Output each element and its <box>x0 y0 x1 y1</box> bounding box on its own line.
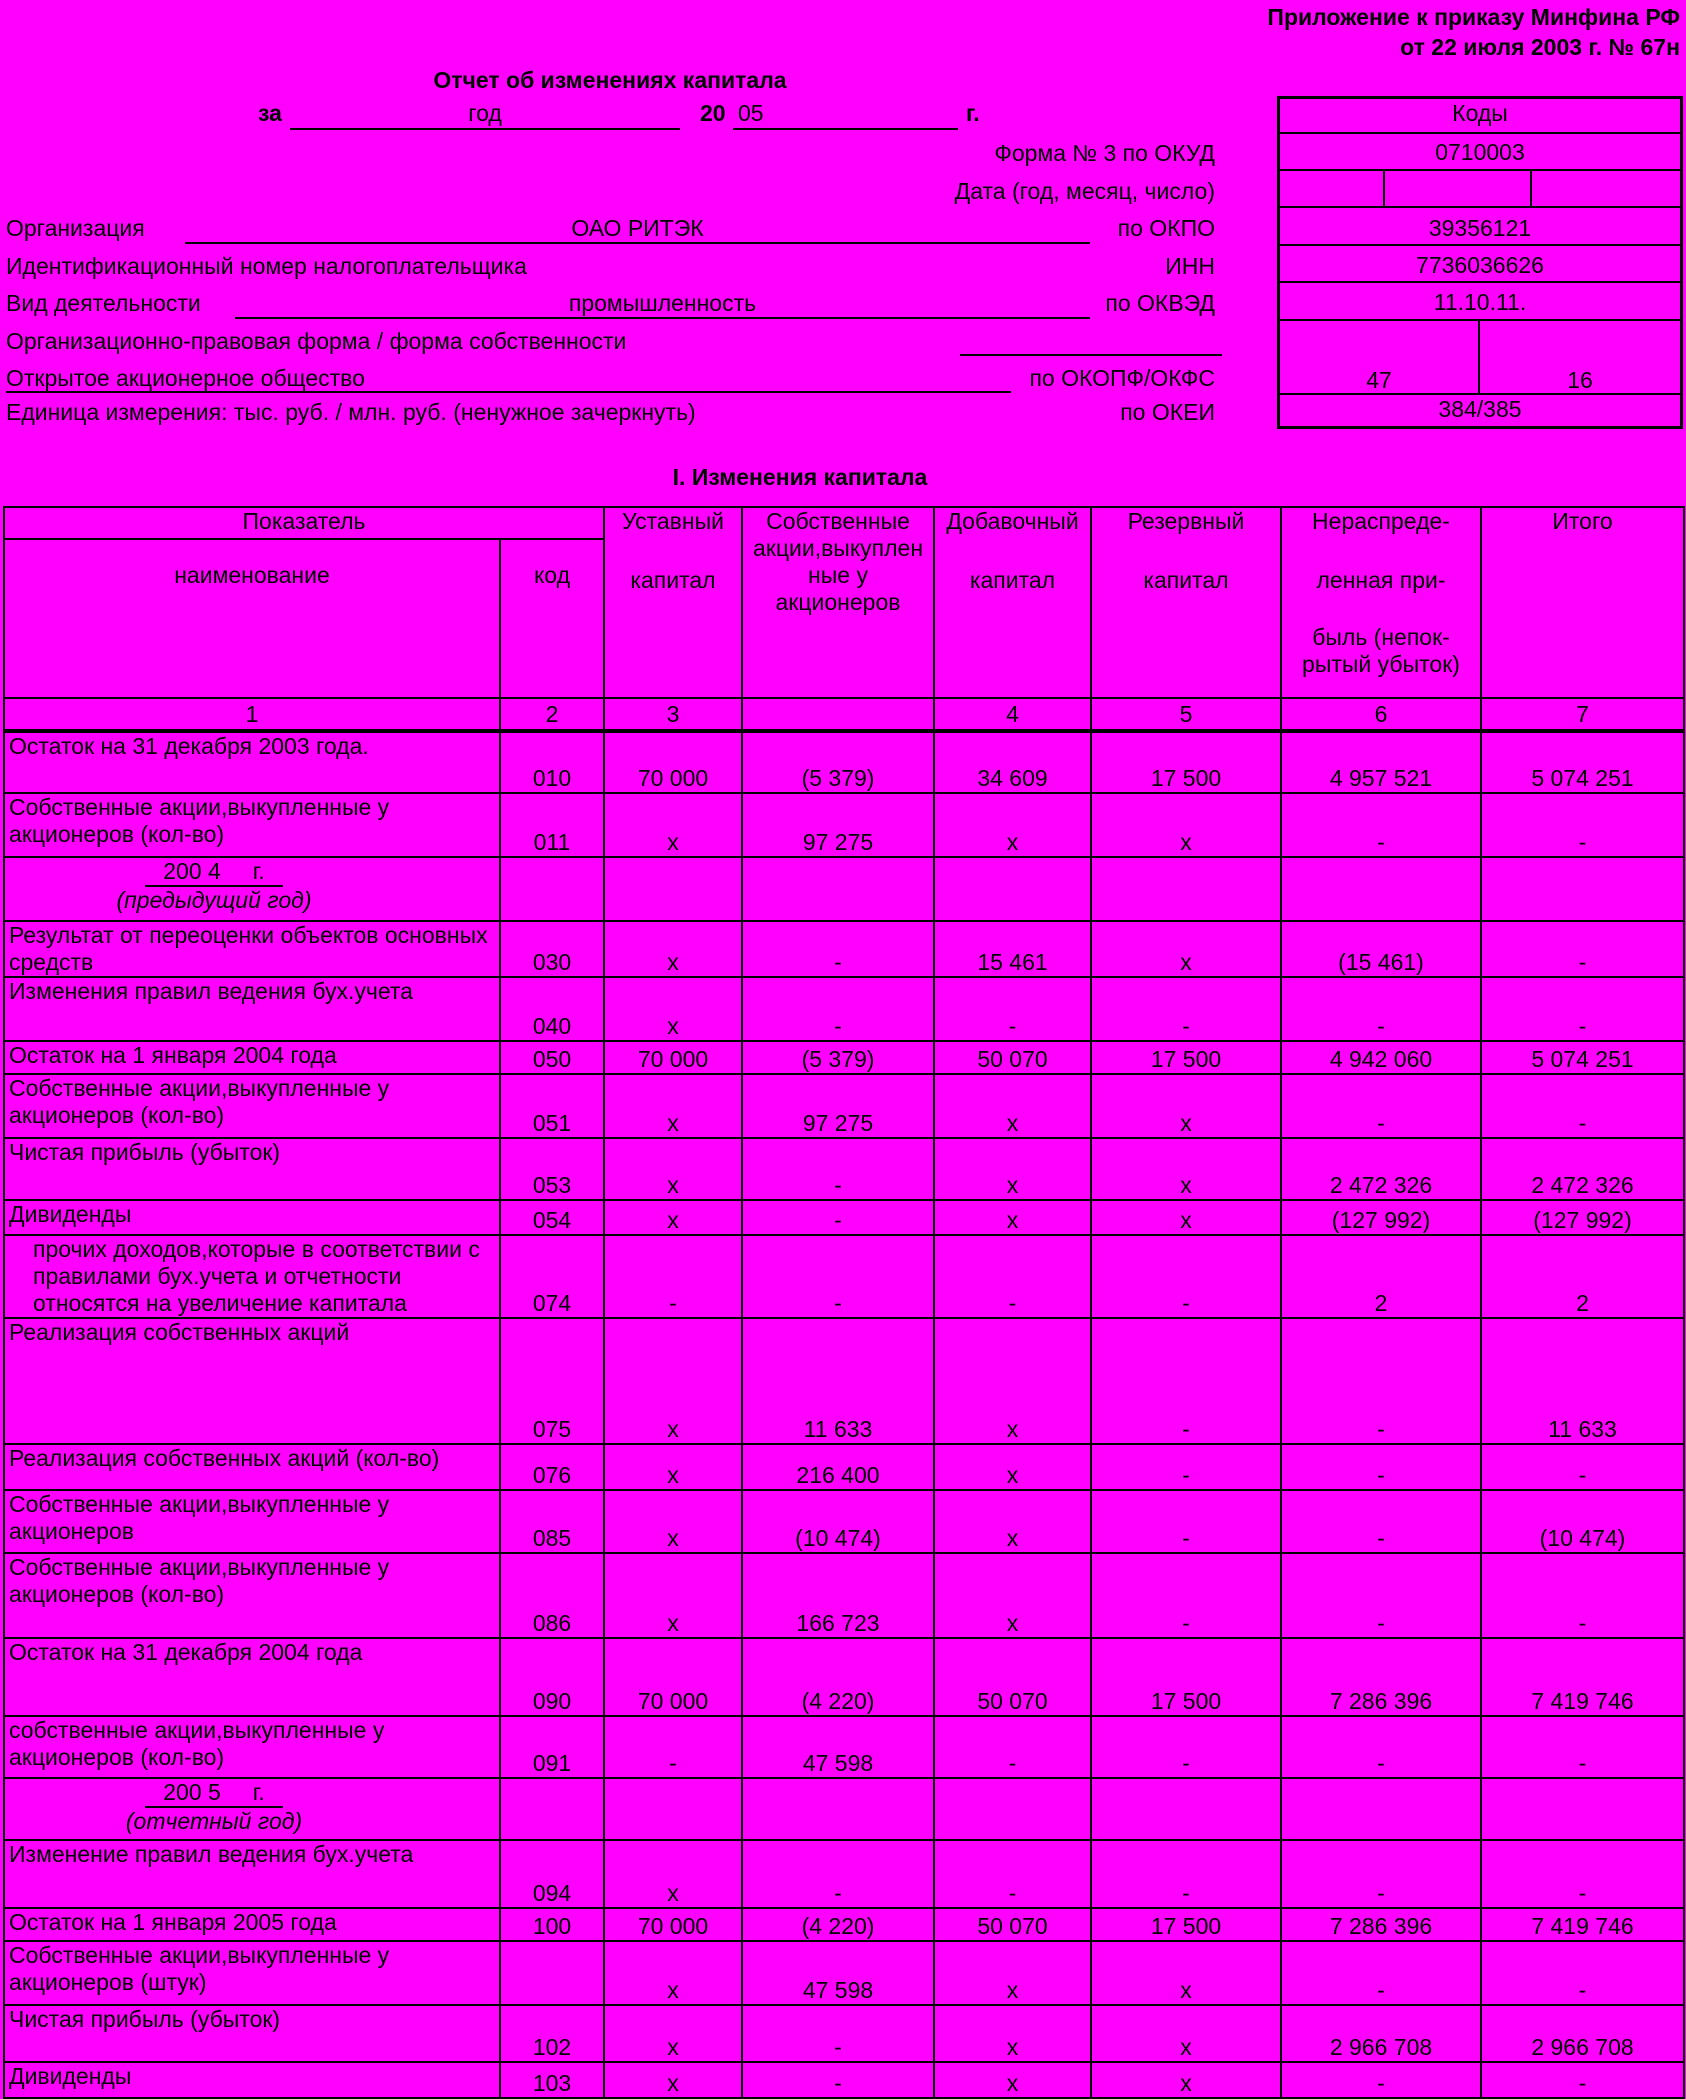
year-cell <box>4 857 500 921</box>
row-value: - <box>1481 1074 1684 1138</box>
column-number <box>742 698 934 731</box>
empty-cell <box>500 857 604 921</box>
report-title: Отчет об изменениях капитала <box>433 67 787 93</box>
row-code: 050 <box>500 1041 604 1074</box>
row-value: х <box>604 1318 742 1444</box>
okopf-code: 47 <box>1280 321 1480 395</box>
empty-cell <box>500 1778 604 1840</box>
row-value: - <box>1281 2062 1481 2098</box>
table-row <box>4 1138 1684 1200</box>
year-label: 200 4 г. <box>145 858 283 887</box>
okei-label: по ОКЕИ <box>1120 399 1215 425</box>
org-label: Организация <box>6 215 145 241</box>
row-name: Остаток на 31 декабря 2003 года. <box>4 731 500 793</box>
empty-cell <box>742 857 934 921</box>
row-value: - <box>742 2062 934 2098</box>
row-value: х <box>1091 1074 1281 1138</box>
header-col-4: Добавочный капитал <box>934 507 1091 698</box>
row-value: х <box>934 1553 1091 1638</box>
row-value: 47 598 <box>742 1716 934 1778</box>
year-note: (предыдущий год) <box>116 887 312 913</box>
year-suffix: 05 <box>738 100 764 126</box>
row-name: Остаток на 1 января 2004 года <box>4 1041 500 1074</box>
row-value: х <box>604 1074 742 1138</box>
empty-cell <box>604 857 742 921</box>
row-code: 076 <box>500 1444 604 1490</box>
row-value: 2 966 708 <box>1281 2005 1481 2062</box>
row-name: Собственные акции,выкупленные у акционеров (кол-во) <box>4 1553 500 1638</box>
okpo-code: 39356121 <box>1280 208 1680 246</box>
table-row <box>4 2005 1684 2062</box>
org-value: ОАО РИТЭК <box>571 215 704 241</box>
row-value: х <box>1091 1200 1281 1235</box>
row-value: 7 419 746 <box>1481 1908 1684 1941</box>
row-value: (4 220) <box>742 1638 934 1716</box>
row-value: - <box>1481 2062 1684 2098</box>
row-value: 50 070 <box>934 1908 1091 1941</box>
row-value: х <box>934 2062 1091 2098</box>
row-value: - <box>742 1138 934 1200</box>
year-label: 200 5 г. <box>145 1779 283 1808</box>
row-code: 054 <box>500 1200 604 1235</box>
row-value: (4 220) <box>742 1908 934 1941</box>
row-value: - <box>1281 1490 1481 1553</box>
section-title: I. Изменения капитала <box>672 464 928 490</box>
row-value: х <box>604 977 742 1041</box>
row-name: Изменения правил ведения бух.учета <box>4 977 500 1041</box>
period-za: за <box>258 100 282 126</box>
row-value: х <box>1091 793 1281 857</box>
legal-form-underline <box>6 391 1011 393</box>
row-value: 2 472 326 <box>1481 1138 1684 1200</box>
table-row <box>4 1490 1684 1553</box>
row-value: х <box>604 2062 742 2098</box>
okei-code: 384/385 <box>1438 396 1522 422</box>
row-value: - <box>1091 1840 1281 1908</box>
okud-label: Форма № 3 по ОКУД <box>994 140 1215 166</box>
row-value: - <box>1481 921 1684 977</box>
row-value: х <box>1091 2062 1281 2098</box>
row-value: - <box>1481 793 1684 857</box>
row-code: 051 <box>500 1074 604 1138</box>
column-number: 7 <box>1481 698 1684 731</box>
row-value: - <box>934 1235 1091 1318</box>
activity-label: Вид деятельности <box>6 290 201 316</box>
row-value: 50 070 <box>934 1638 1091 1716</box>
row-value: (5 379) <box>742 731 934 793</box>
row-value: х <box>604 2005 742 2062</box>
year-prefix: 20 <box>700 100 726 126</box>
row-value: 15 461 <box>934 921 1091 977</box>
unit-label: Единица измерения: тыс. руб. / млн. руб. (ненужное зачеркнуть) <box>6 399 696 425</box>
year-cell <box>4 1778 500 1840</box>
row-value: - <box>1481 1553 1684 1638</box>
row-value: 216 400 <box>742 1444 934 1490</box>
row-code: 011 <box>500 793 604 857</box>
table-row <box>4 977 1684 1041</box>
okved-code: 11.10.11. <box>1280 283 1680 321</box>
row-value: х <box>934 2005 1091 2062</box>
period-word: год <box>468 100 502 126</box>
table-row <box>4 1941 1684 2005</box>
row-value: 2 <box>1281 1235 1481 1318</box>
okud-code: 0710003 <box>1280 134 1680 171</box>
empty-cell <box>1091 857 1281 921</box>
inn-label: Идентификационный номер налогоплательщика <box>6 253 527 279</box>
okpo-label: по ОКПО <box>1117 215 1215 241</box>
row-value: 5 074 251 <box>1481 1041 1684 1074</box>
row-value: - <box>1281 1318 1481 1444</box>
year-row-current <box>4 1778 1684 1840</box>
legal-form-value: Открытое акционерное общество <box>6 365 365 391</box>
row-value: - <box>934 1840 1091 1908</box>
row-value: 97 275 <box>742 1074 934 1138</box>
empty-cell <box>1091 1778 1281 1840</box>
row-value: - <box>1091 977 1281 1041</box>
column-number: 1 <box>4 698 500 731</box>
row-code: 030 <box>500 921 604 977</box>
row-value: 17 500 <box>1091 1638 1281 1716</box>
row-value: - <box>1281 1553 1481 1638</box>
row-value: 17 500 <box>1091 731 1281 793</box>
row-value: 34 609 <box>934 731 1091 793</box>
header-col-7: Итого <box>1481 507 1684 698</box>
year-underline <box>733 128 958 130</box>
codes-box <box>1277 96 1683 429</box>
row-name: Собственные акции,выкупленные у акционеров (кол-во) <box>4 1074 500 1138</box>
row-value: 47 598 <box>742 1941 934 2005</box>
row-value: х <box>604 793 742 857</box>
row-name: Собственные акции,выкупленные у акционеров <box>4 1490 500 1553</box>
row-value: 70 000 <box>604 1041 742 1074</box>
row-value: 70 000 <box>604 1908 742 1941</box>
header-own-shares: Собственные акции,выкуплен ные у акционеров <box>742 507 934 698</box>
row-value: - <box>742 977 934 1041</box>
row-name: Собственные акции,выкупленные у акционеров (штук) <box>4 1941 500 2005</box>
row-value: 50 070 <box>934 1041 1091 1074</box>
row-value: - <box>1481 1444 1684 1490</box>
capital-changes-table <box>3 506 1685 2099</box>
row-code: 085 <box>500 1490 604 1553</box>
row-value: - <box>742 1200 934 1235</box>
table-row <box>4 1716 1684 1778</box>
row-code: 074 <box>500 1235 604 1318</box>
row-value: х <box>604 1200 742 1235</box>
row-name: Собственные акции,выкупленные у акционеров (кол-во) <box>4 793 500 857</box>
row-value: - <box>1091 1444 1281 1490</box>
row-value: 2 472 326 <box>1281 1138 1481 1200</box>
column-number: 4 <box>934 698 1091 731</box>
row-value: - <box>1481 1941 1684 2005</box>
row-value: - <box>742 1235 934 1318</box>
activity-underline <box>235 317 1090 319</box>
row-value: - <box>742 1840 934 1908</box>
row-value: х <box>1091 1941 1281 2005</box>
row-value: - <box>1091 1318 1281 1444</box>
header-col-5: Резервный капитал <box>1091 507 1281 698</box>
table-row <box>4 1908 1684 1941</box>
table-row <box>4 1318 1684 1444</box>
empty-cell <box>742 1778 934 1840</box>
row-value: 7 286 396 <box>1281 1908 1481 1941</box>
column-number: 6 <box>1281 698 1481 731</box>
row-value: х <box>934 1941 1091 2005</box>
row-value: 17 500 <box>1091 1908 1281 1941</box>
row-value: х <box>604 1444 742 1490</box>
row-code: 090 <box>500 1638 604 1716</box>
row-name: Дивиденды <box>4 2062 500 2098</box>
row-value: - <box>1281 977 1481 1041</box>
row-value: - <box>1281 1444 1481 1490</box>
header-indicator: Показатель <box>4 507 604 539</box>
year-note: (отчетный год) <box>125 1808 303 1834</box>
okopf-label: по ОКОПФ/ОКФС <box>1029 365 1215 391</box>
row-value: - <box>1481 1716 1684 1778</box>
date-label: Дата (год, месяц, число) <box>954 178 1215 204</box>
row-value: - <box>1281 1840 1481 1908</box>
inn-code-label: ИНН <box>1165 253 1215 279</box>
date-code <box>1280 171 1680 208</box>
row-value: - <box>934 1716 1091 1778</box>
row-value: х <box>604 1490 742 1553</box>
header-name: наименование <box>4 539 500 698</box>
row-value: 4 942 060 <box>1281 1041 1481 1074</box>
row-name: прочих доходов,которые в соответствии с правилами бух.учета и отчетности относятся на увеличение капитала <box>4 1235 500 1318</box>
row-value: х <box>604 1840 742 1908</box>
header-col-3: Уставный капитал <box>604 507 742 698</box>
row-value: - <box>1091 1553 1281 1638</box>
appendix-line-2: от 22 июля 2003 г. № 67н <box>1400 34 1680 60</box>
row-value: - <box>1481 1840 1684 1908</box>
row-value: - <box>1281 1941 1481 2005</box>
row-name: Остаток на 31 декабря 2004 года <box>4 1638 500 1716</box>
column-number: 3 <box>604 698 742 731</box>
row-code: 103 <box>500 2062 604 2098</box>
table-row <box>4 1638 1684 1716</box>
table-row <box>4 1200 1684 1235</box>
date-sep-2 <box>1530 171 1532 208</box>
row-value: (15 461) <box>1281 921 1481 977</box>
row-value: 70 000 <box>604 1638 742 1716</box>
row-value: - <box>1091 1235 1281 1318</box>
row-name: Чистая прибыль (убыток) <box>4 2005 500 2062</box>
row-value: 2 966 708 <box>1481 2005 1684 2062</box>
row-code: 094 <box>500 1840 604 1908</box>
row-value: - <box>1091 1716 1281 1778</box>
row-value: 7 286 396 <box>1281 1638 1481 1716</box>
header-col-6: Нераспреде- ленная при- быль (непок- рытый убыток) <box>1281 507 1481 698</box>
row-code: 102 <box>500 2005 604 2062</box>
table-row <box>4 1041 1684 1074</box>
period-underline <box>290 128 680 130</box>
row-value: х <box>934 1074 1091 1138</box>
column-number: 5 <box>1091 698 1281 731</box>
table-row <box>4 1444 1684 1490</box>
row-value: 7 419 746 <box>1481 1638 1684 1716</box>
row-code: 091 <box>500 1716 604 1778</box>
column-number: 2 <box>500 698 604 731</box>
row-value: х <box>934 1138 1091 1200</box>
activity-value: промышленность <box>568 290 757 316</box>
row-value: х <box>934 793 1091 857</box>
period-g: г. <box>966 100 980 126</box>
empty-cell <box>934 1778 1091 1840</box>
row-name: Реализация собственных акций (кол-во) <box>4 1444 500 1490</box>
row-name: Остаток на 1 января 2005 года <box>4 1908 500 1941</box>
empty-cell <box>1481 857 1684 921</box>
row-value: - <box>742 2005 934 2062</box>
legal-form-label: Организационно-правовая форма / форма собственности <box>6 328 627 354</box>
row-value: - <box>1481 977 1684 1041</box>
okfs-code: 16 <box>1480 321 1680 395</box>
table-row <box>4 1235 1684 1318</box>
row-name: Реализация собственных акций <box>4 1318 500 1444</box>
table-row <box>4 793 1684 857</box>
codes-header: Коды <box>1280 99 1680 134</box>
row-value: - <box>1281 1716 1481 1778</box>
row-value: 166 723 <box>742 1553 934 1638</box>
table-row <box>4 1840 1684 1908</box>
inn-code: 7736036626 <box>1280 246 1680 283</box>
row-name: Дивиденды <box>4 1200 500 1235</box>
empty-cell <box>604 1778 742 1840</box>
column-numbers-row <box>4 698 1684 731</box>
empty-cell <box>934 857 1091 921</box>
row-value: х <box>934 1200 1091 1235</box>
row-value: х <box>1091 921 1281 977</box>
table-row <box>4 1553 1684 1638</box>
row-value: х <box>934 1490 1091 1553</box>
empty-cell <box>1281 857 1481 921</box>
row-name: Изменение правил ведения бух.учета <box>4 1840 500 1908</box>
org-underline <box>185 242 1090 244</box>
row-value: - <box>742 921 934 977</box>
row-name: Чистая прибыль (убыток) <box>4 1138 500 1200</box>
row-value: 11 633 <box>1481 1318 1684 1444</box>
row-code: 086 <box>500 1553 604 1638</box>
row-value: х <box>604 1138 742 1200</box>
table-row <box>4 731 1684 793</box>
row-name: Результат от переоценки объектов основных средств <box>4 921 500 977</box>
row-value: - <box>1091 1490 1281 1553</box>
row-value: 4 957 521 <box>1281 731 1481 793</box>
row-value: (127 992) <box>1481 1200 1684 1235</box>
legal-form-line <box>960 354 1222 356</box>
row-code: 075 <box>500 1318 604 1444</box>
row-value: 70 000 <box>604 731 742 793</box>
empty-cell <box>1481 1778 1684 1840</box>
row-value: х <box>934 1444 1091 1490</box>
row-value: - <box>604 1716 742 1778</box>
table-row <box>4 921 1684 977</box>
row-value: 11 633 <box>742 1318 934 1444</box>
row-value: (10 474) <box>1481 1490 1684 1553</box>
row-value: х <box>1091 1138 1281 1200</box>
empty-cell <box>1281 1778 1481 1840</box>
row-value: х <box>934 1318 1091 1444</box>
table-row <box>4 2062 1684 2098</box>
row-value: (10 474) <box>742 1490 934 1553</box>
row-value: 5 074 251 <box>1481 731 1684 793</box>
row-value: - <box>1281 793 1481 857</box>
row-code: 010 <box>500 731 604 793</box>
header-code: код <box>500 539 604 698</box>
row-code: 053 <box>500 1138 604 1200</box>
okved-label: по ОКВЭД <box>1105 290 1215 316</box>
row-code <box>500 1941 604 2005</box>
date-sep-1 <box>1383 171 1385 208</box>
row-value: - <box>934 977 1091 1041</box>
row-code: 040 <box>500 977 604 1041</box>
row-value: х <box>1091 2005 1281 2062</box>
appendix-line-1: Приложение к приказу Минфина РФ <box>1267 4 1680 30</box>
row-value: х <box>604 1941 742 2005</box>
row-value: 17 500 <box>1091 1041 1281 1074</box>
row-value: (127 992) <box>1281 1200 1481 1235</box>
row-value: х <box>604 921 742 977</box>
year-row-previous <box>4 857 1684 921</box>
row-value: х <box>604 1553 742 1638</box>
row-code: 100 <box>500 1908 604 1941</box>
row-value: (5 379) <box>742 1041 934 1074</box>
row-value: - <box>604 1235 742 1318</box>
row-value: - <box>1281 1074 1481 1138</box>
row-value: 2 <box>1481 1235 1684 1318</box>
row-value: 97 275 <box>742 793 934 857</box>
row-name: собственные акции,выкупленные у акционеров (кол-во) <box>4 1716 500 1778</box>
table-row <box>4 1074 1684 1138</box>
